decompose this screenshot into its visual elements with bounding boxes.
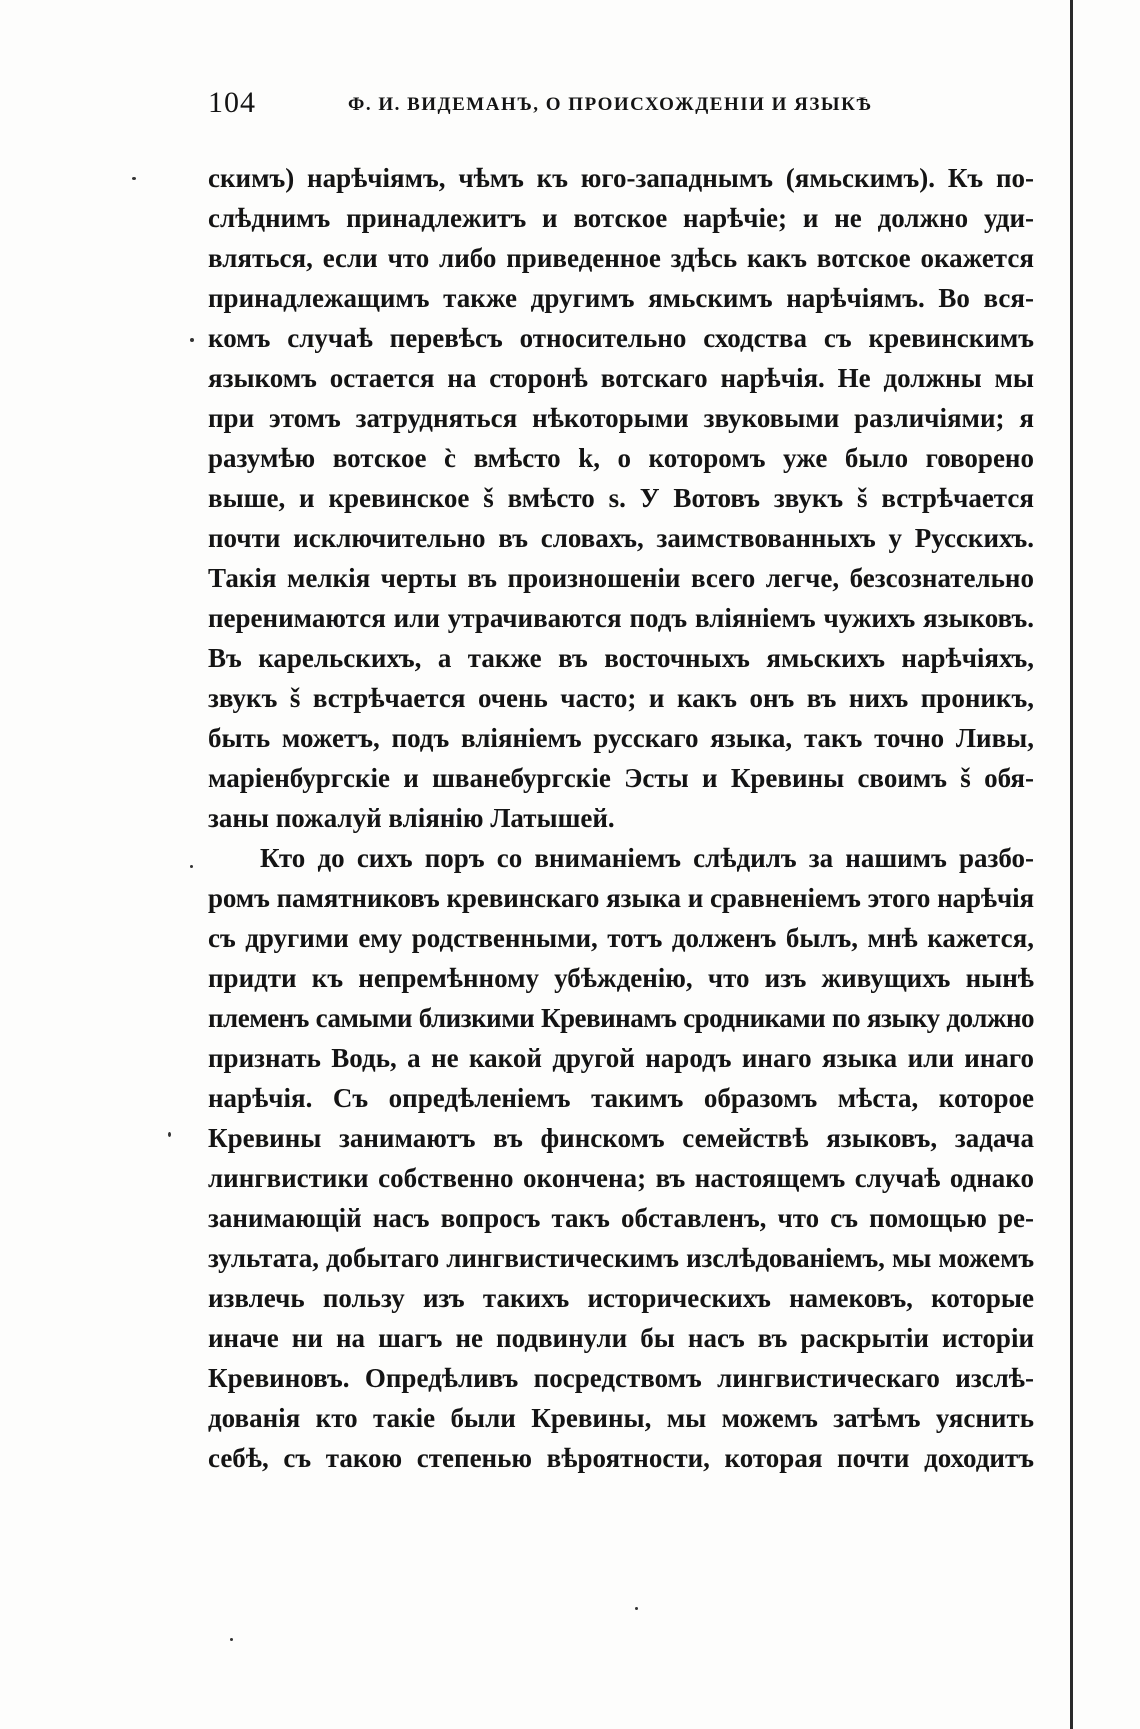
text-line: признать Водь, а не какой другой народъ инаго языка или инаго [208, 1043, 1034, 1073]
text-line: Кто до сихъ поръ со вниманіемъ слѣдилъ за нашимъ разбо- [260, 843, 1034, 873]
text-line: заны пожалуй вліянію Латышей. [208, 803, 615, 833]
text-line: зультата, добытаго лингвистическимъ изслѣдованіемъ, мы можемъ [208, 1243, 1034, 1273]
text-line: маріенбургскіе и шванебургскіе Эсты и Кревины своимъ š обя- [208, 763, 1034, 793]
paragraph-2 [208, 838, 1034, 1478]
text-line: принадлежащимъ также другимъ ямьскимъ нарѣчіямъ. Во вся- [208, 283, 1034, 313]
text-line: при этомъ затрудняться нѣкоторыми звуковыми различіями; я [208, 403, 1034, 433]
text-line: занимающій насъ вопросъ такъ обставленъ, что съ помощью ре- [208, 1203, 1034, 1233]
text-line: ромъ памятниковъ кревинскаго языка и сравненіемъ этого нарѣчія [208, 883, 1034, 913]
text-line: дованія кто такіе были Кревины, мы можемъ затѣмъ уяснить [208, 1403, 1034, 1433]
scan-speck [230, 1638, 233, 1641]
text-line: скимъ) нарѣчіямъ, чѣмъ къ юго-западнымъ (ямьскимъ). Къ по- [208, 163, 1034, 193]
text-line: перенимаются или утрачиваются подъ вліяніемъ чужихъ языковъ. [208, 603, 1034, 633]
text-line: племенъ самыми близкими Кревинамъ сродниками по языку должно [208, 1003, 1034, 1033]
text-line: вляться, если что либо приведенное здѣсь какъ вотское окажется [208, 243, 1034, 273]
scan-speck [168, 1132, 171, 1137]
running-head: Ф. И. ВИДЕМАНЪ, О ПРОИСХОЖДЕНІИ И ЯЗЫКѢ [348, 94, 873, 115]
scan-speck [190, 338, 194, 342]
text-line: комъ случаѣ перевѣсъ относительно сходства съ кревинскимъ [208, 323, 1034, 353]
text-line: слѣднимъ принадлежитъ и вотское нарѣчіе; и не должно уди- [208, 203, 1034, 233]
text-line: Кревины занимаютъ въ финскомъ семействѣ языковъ, задача [208, 1123, 1034, 1153]
text-line: иначе ни на шагъ не подвинули бы насъ въ раскрытіи исторіи [208, 1323, 1034, 1353]
body-text [208, 158, 1034, 1478]
text-line: извлечь пользу изъ такихъ историческихъ намековъ, которые [208, 1283, 1034, 1313]
text-line: разумѣю вотское c̀ вмѣсто k, о которомъ уже было говорено [208, 443, 1034, 473]
text-line: себѣ, съ такою степенью вѣроятности, которая почти доходитъ [208, 1443, 1034, 1473]
scan-speck [635, 1607, 638, 1610]
page-number: 104 [208, 86, 256, 119]
text-line: языкомъ остается на сторонѣ вотскаго нарѣчія. Не должны мы [208, 363, 1034, 393]
text-line: съ другими ему родственными, тотъ долженъ былъ, мнѣ кажется, [208, 923, 1034, 953]
text-line: звукъ š встрѣчается очень часто; и какъ онъ въ нихъ проникъ, [208, 683, 1034, 713]
scan-speck [132, 177, 136, 180]
paragraph-1 [208, 158, 1034, 838]
text-line: выше, и кревинское š вмѣсто s. У Вотовъ звукъ š встрѣчается [208, 483, 1034, 513]
text-line: придти къ непремѣнному убѣжденію, что изъ живущихъ нынѣ [208, 963, 1034, 993]
text-line: лингвистики собственно окончена; въ настоящемъ случаѣ однако [208, 1163, 1034, 1193]
text-line: быть можетъ, подъ вліяніемъ русскаго языка, такъ точно Ливы, [208, 723, 1034, 753]
scan-edge-line [1070, 0, 1073, 1729]
text-line: Въ карельскихъ, а также въ восточныхъ ямьскихъ нарѣчіяхъ, [208, 643, 1034, 673]
page-header [208, 86, 1038, 126]
text-line: Такія мелкія черты въ произношеніи всего легче, безсознательно [208, 563, 1034, 593]
text-line: Кревиновъ. Опредѣливъ посредствомъ лингвистическаго изслѣ- [208, 1363, 1034, 1393]
scan-speck [190, 865, 193, 868]
text-line: почти исключительно въ словахъ, заимствованныхъ у Русскихъ. [208, 523, 1034, 553]
text-line: нарѣчія. Съ опредѣленіемъ такимъ образомъ мѣста, которое [208, 1083, 1034, 1113]
